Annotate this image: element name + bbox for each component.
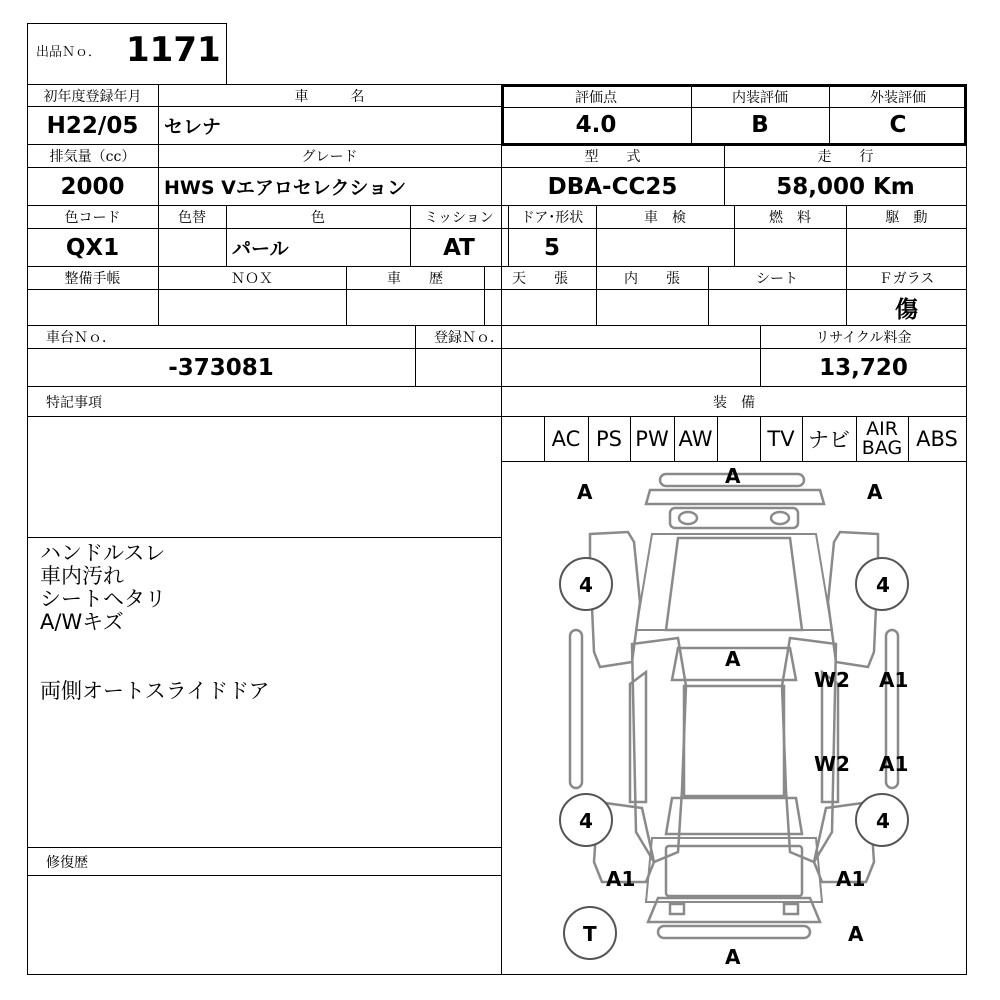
mark-rear-left: A1 xyxy=(606,867,636,891)
note-item: シートヘタリ xyxy=(40,587,166,611)
inspection-value xyxy=(596,229,734,266)
transmission-value: AT xyxy=(443,234,475,261)
body-outline-rear xyxy=(646,838,822,902)
tailgate-shape xyxy=(666,846,802,896)
equip-navi: ナビ xyxy=(808,427,850,452)
service-book-value xyxy=(27,290,158,325)
rear-bumper-shape xyxy=(658,926,810,938)
seat-value xyxy=(708,290,846,325)
doors-value: 5 xyxy=(543,234,560,261)
repair-history-value xyxy=(27,876,501,975)
first-reg-value: H22/05 xyxy=(46,112,139,139)
mark-rear-bumper: A xyxy=(725,945,741,969)
history-value xyxy=(346,290,484,325)
color-label: 色 xyxy=(311,210,325,226)
grade-value: HWS Vエアロセレクション xyxy=(164,177,407,199)
equip-aw: AW xyxy=(678,426,713,451)
mark-door-rear-b: A1 xyxy=(879,752,909,776)
recycle-fee-value: 13,720 xyxy=(819,354,908,381)
doors-label: ドア･形状 xyxy=(520,210,584,226)
score-label: 評価点 xyxy=(575,89,617,106)
mark-front-bumper: A xyxy=(725,464,741,488)
roof-lining-label: 天 張 xyxy=(512,271,568,287)
service-book-label: 整備手帳 xyxy=(64,271,121,287)
repaint-label: 色替 xyxy=(178,210,206,226)
mark-door-rear-a: W2 xyxy=(814,752,850,776)
exterior-value: C xyxy=(889,112,907,138)
car-name-value: セレナ xyxy=(164,116,222,138)
mileage-label: 走 行 xyxy=(817,149,874,165)
front-grille-shape xyxy=(646,490,824,504)
note-item: 車内汚れ xyxy=(40,564,124,588)
history-label: 車 歴 xyxy=(387,271,443,287)
car-inspection-diagram xyxy=(502,462,966,974)
fuel-value xyxy=(734,229,846,266)
mark-door-front-a: W2 xyxy=(814,668,850,692)
front-glass-value: 傷 xyxy=(895,296,918,323)
mark-front-left: A xyxy=(577,480,593,504)
mark-rear-corner: A xyxy=(848,922,864,946)
hood-shape xyxy=(666,538,802,630)
mark-rear-right: A1 xyxy=(836,867,866,891)
model-value: DBA-CC25 xyxy=(547,173,678,200)
displacement-label: 排気量（cc） xyxy=(49,149,136,165)
row5-bottom xyxy=(27,386,967,387)
mark-front-right: A xyxy=(867,480,883,504)
displacement-value: 2000 xyxy=(60,173,125,200)
listing-number-label: 出品Ｎｏ． xyxy=(36,44,102,60)
drive-value xyxy=(846,229,967,266)
equip-tv: TV xyxy=(767,426,795,451)
mark-tire-fr: 4 xyxy=(876,573,890,597)
reg-number-label: 登録Ｎｏ． xyxy=(434,330,504,346)
score-value: 4.0 xyxy=(575,112,617,138)
first-reg-label: 初年度登録年月 xyxy=(43,88,142,105)
inner-lining-value xyxy=(596,290,708,325)
transmission-label: ミッション xyxy=(424,210,494,226)
nox-value xyxy=(158,290,346,325)
note-item: 両側オートスライドドア xyxy=(40,679,270,703)
equipment-label: 装 備 xyxy=(713,395,755,411)
right-taillight-shape xyxy=(784,904,798,914)
body-outline-front xyxy=(636,534,832,630)
grade-label: グレード xyxy=(301,149,358,165)
chassis-label: 車台Ｎｏ． xyxy=(46,330,116,346)
equip-ac: AC xyxy=(551,426,581,451)
equip-pw: PW xyxy=(635,426,669,451)
mark-door-front-b: A1 xyxy=(879,668,909,692)
inner-lining-label: 内 張 xyxy=(624,271,680,287)
model-label: 型 式 xyxy=(584,149,641,165)
repaint-value xyxy=(158,229,226,266)
equip-airbag: AIR BAG xyxy=(861,417,903,459)
equip-ps: PS xyxy=(596,426,622,451)
listing-number-value: 1171 xyxy=(126,30,221,70)
note-item: A/Wキズ xyxy=(40,610,124,634)
left-taillight-shape xyxy=(670,904,684,914)
repair-history-label: 修復歴 xyxy=(46,854,88,871)
roof-shape xyxy=(684,686,784,796)
note-item: ハンドルスレ xyxy=(40,541,166,565)
color-code-value: QX1 xyxy=(65,234,120,261)
nox-label: ＮＯＸ xyxy=(231,271,273,287)
mark-spare-tire: T xyxy=(583,922,597,946)
car-name-label: 車 名 xyxy=(294,88,365,105)
reg-number-value xyxy=(415,349,760,386)
left-headlight-shape xyxy=(679,512,697,524)
inspection-label: 車 検 xyxy=(644,210,686,226)
mileage-value: 58,000 Km xyxy=(776,173,915,200)
left-sill-shape xyxy=(570,630,582,788)
roof-lining-value xyxy=(484,290,596,325)
color-code-label: 色コード xyxy=(64,210,121,226)
interior-label: 内装評価 xyxy=(732,89,788,106)
right-headlight-shape xyxy=(771,512,789,524)
equip-abs: ABS xyxy=(916,426,958,451)
repair-top xyxy=(27,847,501,848)
mark-tire-rr: 4 xyxy=(876,809,890,833)
special-notes-label: 特記事項 xyxy=(46,395,102,411)
recycle-fee-label: リサイクル料金 xyxy=(815,330,912,346)
left-body-side xyxy=(632,638,686,862)
seat-label: シート xyxy=(756,271,798,287)
mark-tire-rl: 4 xyxy=(579,809,593,833)
rear-window-shape xyxy=(666,798,802,834)
drive-label: 駆 動 xyxy=(885,210,928,226)
chassis-value: -373081 xyxy=(168,354,274,381)
fuel-label: 燃 料 xyxy=(769,210,811,226)
front-glass-label: Ｆガラス xyxy=(878,271,935,287)
interior-value: B xyxy=(751,112,769,138)
equip-blank xyxy=(717,416,760,461)
color-value: パール xyxy=(232,238,289,260)
mark-windshield: A xyxy=(725,647,741,671)
mark-tire-fl: 4 xyxy=(579,573,593,597)
exterior-label: 外装評価 xyxy=(870,89,926,106)
